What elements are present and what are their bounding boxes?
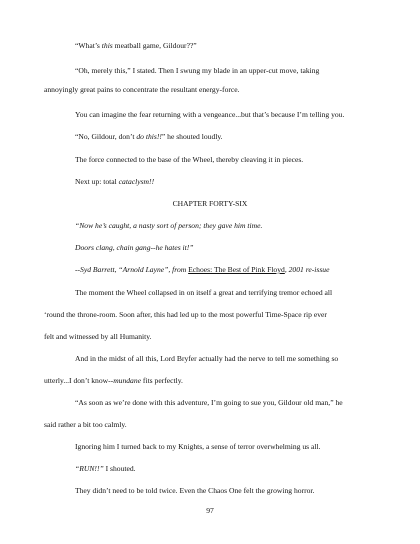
chapter-heading: CHAPTER FORTY-SIX bbox=[172, 199, 248, 208]
paragraph-line: “As soon as we’re done with this adventure, I’m going to sue you, Gildour old man,” he bbox=[75, 398, 343, 407]
paragraph-line: You can imagine the fear returning with a vengeance...but that’s because I’m telling you. bbox=[75, 110, 345, 119]
paragraph-line: ‘round the throne-room. Soon after, this had led up to the most powerful Time-Space rip ever bbox=[44, 310, 327, 319]
paragraph-line: The force connected to the base of the Wheel, thereby cleaving it in pieces. bbox=[75, 155, 304, 164]
paragraph-line: “RUN!!” I shouted. bbox=[75, 464, 136, 473]
paragraph-line: utterly...I don’t know--mundane fits perfectly. bbox=[44, 376, 183, 385]
epigraph-line: Doors clang, chain gang--he hates it!” bbox=[75, 243, 194, 252]
epigraph-attribution: --Syd Barrett, “Arnold Layne”, from Echoes: The Best of Pink Floyd, 2001 re-issue bbox=[75, 265, 330, 274]
paragraph-line: Next up: total cataclysm!! bbox=[75, 177, 155, 186]
paragraph-line: said rather a bit too calmly. bbox=[44, 420, 127, 429]
paragraph-line: felt and witnessed by all Humanity. bbox=[44, 332, 152, 341]
epigraph-line: “Now he’s caught, a nasty sort of person; they gave him time. bbox=[75, 221, 263, 230]
paragraph-line: Ignoring him I turned back to my Knights, a sense of terror overwhelming us all. bbox=[75, 442, 321, 451]
paragraph-line: They didn’t need to be told twice. Even the Chaos One felt the growing horror. bbox=[75, 486, 315, 495]
paragraph-line: And in the midst of all this, Lord Bryfer actually had the nerve to tell me something so bbox=[75, 354, 339, 363]
paragraph-line: “Oh, merely this,” I stated. Then I swung my blade in an upper-cut move, taking bbox=[75, 66, 320, 75]
paragraph-line: “What’s this meatball game, Gildour??” bbox=[75, 41, 197, 50]
page-number: 97 bbox=[206, 506, 214, 515]
paragraph-line: “No, Gildour, don’t do this!!” he shouted loudly. bbox=[75, 132, 223, 141]
paragraph-line: annoyingly great pains to concentrate the resultant energy-force. bbox=[44, 85, 240, 94]
paragraph-line: The moment the Wheel collapsed in on itself a great and terrifying tremor echoed all bbox=[75, 288, 333, 297]
